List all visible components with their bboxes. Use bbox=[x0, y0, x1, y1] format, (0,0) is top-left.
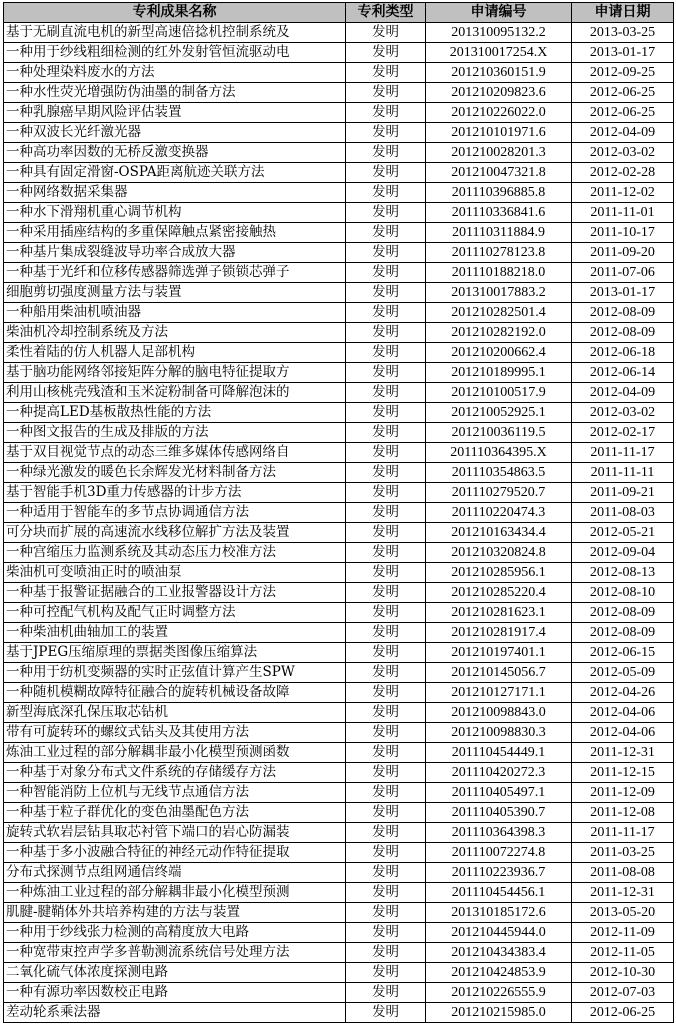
application-number-cell[interactable]: 201210226555.9 bbox=[426, 983, 572, 1003]
application-number-cell[interactable]: 201110396885.8 bbox=[426, 183, 572, 203]
application-number-cell[interactable]: 201210285956.1 bbox=[426, 563, 572, 583]
patent-type-cell[interactable]: 发明 bbox=[346, 283, 426, 303]
patent-type-cell[interactable]: 发明 bbox=[346, 183, 426, 203]
patent-name-cell[interactable]: 一种用于纱线粗细检测的红外发射管恒流驱动电 bbox=[4, 43, 346, 63]
patent-name-cell[interactable]: 一种水下滑翔机重心调节机构 bbox=[4, 203, 346, 223]
application-date-cell[interactable]: 2012-07-03 bbox=[572, 983, 674, 1003]
application-date-cell[interactable]: 2012-04-26 bbox=[572, 683, 674, 703]
application-date-cell[interactable]: 2012-02-28 bbox=[572, 163, 674, 183]
application-date-cell[interactable]: 2012-04-09 bbox=[572, 123, 674, 143]
patent-type-cell[interactable]: 发明 bbox=[346, 163, 426, 183]
application-date-cell[interactable]: 2012-11-09 bbox=[572, 923, 674, 943]
patent-table bbox=[3, 2, 674, 1023]
application-number-cell[interactable]: 201210281917.4 bbox=[426, 623, 572, 643]
table-row bbox=[4, 683, 674, 703]
application-number-cell[interactable]: 201210052925.1 bbox=[426, 403, 572, 423]
table-row bbox=[4, 643, 674, 663]
table-row bbox=[4, 763, 674, 783]
application-number-cell[interactable]: 201210215985.0 bbox=[426, 1003, 572, 1023]
application-number-cell[interactable]: 201110223936.7 bbox=[426, 863, 572, 883]
table-row bbox=[4, 383, 674, 403]
application-number-cell[interactable]: 201210098843.0 bbox=[426, 703, 572, 723]
patent-type-cell[interactable]: 发明 bbox=[346, 643, 426, 663]
application-number-cell[interactable]: 201210189995.1 bbox=[426, 363, 572, 383]
application-number-cell[interactable]: 201210047321.8 bbox=[426, 163, 572, 183]
application-date-cell[interactable]: 2012-08-09 bbox=[572, 623, 674, 643]
patent-name-cell[interactable]: 一种提高LED基板散热性能的方法 bbox=[4, 403, 346, 423]
patent-type-cell[interactable]: 发明 bbox=[346, 423, 426, 443]
table-row bbox=[4, 323, 674, 343]
table-row bbox=[4, 123, 674, 143]
application-number-cell[interactable]: 201110364398.3 bbox=[426, 823, 572, 843]
table-row bbox=[4, 43, 674, 63]
patent-type-cell[interactable]: 发明 bbox=[346, 503, 426, 523]
patent-name-cell[interactable]: 一种炼油工业过程的部分解耦非最小化模型预测 bbox=[4, 883, 346, 903]
application-number-cell[interactable]: 201210282501.4 bbox=[426, 303, 572, 323]
application-date-cell[interactable]: 2012-06-18 bbox=[572, 343, 674, 363]
application-date-cell[interactable]: 2012-06-25 bbox=[572, 83, 674, 103]
patent-type-cell[interactable]: 发明 bbox=[346, 623, 426, 643]
application-date-cell[interactable]: 2011-07-06 bbox=[572, 263, 674, 283]
application-date-cell[interactable]: 2012-09-25 bbox=[572, 63, 674, 83]
patent-type-cell[interactable]: 发明 bbox=[346, 703, 426, 723]
application-number-cell[interactable]: 201210197401.1 bbox=[426, 643, 572, 663]
patent-type-cell[interactable]: 发明 bbox=[346, 863, 426, 883]
table-row bbox=[4, 983, 674, 1003]
patent-name-cell[interactable]: 炼油工业过程的部分解耦非最小化模型预测函数 bbox=[4, 743, 346, 763]
table-row bbox=[4, 403, 674, 423]
application-number-cell[interactable]: 201210445944.0 bbox=[426, 923, 572, 943]
table-row bbox=[4, 603, 674, 623]
patent-name-cell[interactable]: 一种可控配气机构及配气正时调整方法 bbox=[4, 603, 346, 623]
patent-type-cell[interactable]: 发明 bbox=[346, 763, 426, 783]
application-date-cell[interactable]: 2012-10-30 bbox=[572, 963, 674, 983]
application-date-cell[interactable]: 2012-02-17 bbox=[572, 423, 674, 443]
patent-name-cell[interactable]: 柴油机冷却控制系统及方法 bbox=[4, 323, 346, 343]
application-number-cell[interactable]: 201110364395.X bbox=[426, 443, 572, 463]
patent-name-cell[interactable]: 一种基于报警证据融合的工业报警器设计方法 bbox=[4, 583, 346, 603]
application-date-cell[interactable]: 2012-04-09 bbox=[572, 383, 674, 403]
table-row bbox=[4, 183, 674, 203]
table-row bbox=[4, 523, 674, 543]
application-date-cell[interactable]: 2012-04-06 bbox=[572, 723, 674, 743]
application-date-cell[interactable]: 2011-11-17 bbox=[572, 443, 674, 463]
application-date-cell[interactable]: 2012-06-25 bbox=[572, 103, 674, 123]
application-number-cell[interactable]: 201110354863.5 bbox=[426, 463, 572, 483]
table-row bbox=[4, 623, 674, 643]
application-number-cell[interactable]: 201210145056.7 bbox=[426, 663, 572, 683]
application-date-cell[interactable]: 2012-05-21 bbox=[572, 523, 674, 543]
application-date-cell[interactable]: 2011-08-08 bbox=[572, 863, 674, 883]
table-row bbox=[4, 463, 674, 483]
application-date-cell[interactable]: 2011-11-01 bbox=[572, 203, 674, 223]
table-row bbox=[4, 923, 674, 943]
header-application-date[interactable]: 申请日期 bbox=[572, 3, 674, 23]
header-patent-type[interactable]: 专利类型 bbox=[346, 3, 426, 23]
patent-type-cell[interactable]: 发明 bbox=[346, 63, 426, 83]
application-number-cell[interactable]: 201110454456.1 bbox=[426, 883, 572, 903]
application-date-cell[interactable]: 2012-08-09 bbox=[572, 303, 674, 323]
patent-name-cell[interactable]: 基于脑功能网络邻接矩阵分解的脑电特征提取方 bbox=[4, 363, 346, 383]
table-row bbox=[4, 823, 674, 843]
patent-name-cell[interactable]: 带有可旋转环的螺纹式钻头及其使用方法 bbox=[4, 723, 346, 743]
patent-name-cell[interactable]: 柔性着陆的仿人机器人足部机构 bbox=[4, 343, 346, 363]
patent-type-cell[interactable]: 发明 bbox=[346, 103, 426, 123]
patent-name-cell[interactable]: 细胞剪切强度测量方法与装置 bbox=[4, 283, 346, 303]
table-row bbox=[4, 703, 674, 723]
application-date-cell[interactable]: 2013-03-25 bbox=[572, 23, 674, 43]
patent-type-cell[interactable]: 发明 bbox=[346, 743, 426, 763]
application-date-cell[interactable]: 2012-08-09 bbox=[572, 323, 674, 343]
application-date-cell[interactable]: 2011-11-17 bbox=[572, 823, 674, 843]
application-date-cell[interactable]: 2012-06-15 bbox=[572, 643, 674, 663]
application-number-cell[interactable]: 201310185172.6 bbox=[426, 903, 572, 923]
application-number-cell[interactable]: 201110336841.6 bbox=[426, 203, 572, 223]
table-body bbox=[4, 23, 674, 1023]
patent-name-cell[interactable]: 一种基于对象分布式文件系统的存储缓存方法 bbox=[4, 763, 346, 783]
patent-type-cell[interactable]: 发明 bbox=[346, 343, 426, 363]
application-number-cell[interactable]: 201310095132.2 bbox=[426, 23, 572, 43]
application-date-cell[interactable]: 2011-12-02 bbox=[572, 183, 674, 203]
patent-name-cell[interactable]: 差动轮系乘法器 bbox=[4, 1003, 346, 1023]
patent-name-cell[interactable]: 分布式探测节点组网通信终端 bbox=[4, 863, 346, 883]
patent-name-cell[interactable]: 一种基于粒子群优化的变色油墨配色方法 bbox=[4, 803, 346, 823]
table-row bbox=[4, 23, 674, 43]
application-number-cell[interactable]: 201210101971.6 bbox=[426, 123, 572, 143]
table-row bbox=[4, 963, 674, 983]
table-row bbox=[4, 543, 674, 563]
table-row bbox=[4, 903, 674, 923]
patent-type-cell[interactable]: 发明 bbox=[346, 563, 426, 583]
patent-type-cell[interactable]: 发明 bbox=[346, 823, 426, 843]
patent-type-cell[interactable]: 发明 bbox=[346, 23, 426, 43]
patent-type-cell[interactable]: 发明 bbox=[346, 243, 426, 263]
table-row bbox=[4, 303, 674, 323]
patent-name-cell[interactable]: 一种智能消防上位机与无线节点通信方法 bbox=[4, 783, 346, 803]
patent-type-cell[interactable]: 发明 bbox=[346, 543, 426, 563]
patent-type-cell[interactable]: 发明 bbox=[346, 583, 426, 603]
table-row bbox=[4, 243, 674, 263]
application-number-cell[interactable]: 201210163434.4 bbox=[426, 523, 572, 543]
application-number-cell[interactable]: 201210036119.5 bbox=[426, 423, 572, 443]
patent-type-cell[interactable]: 发明 bbox=[346, 403, 426, 423]
patent-name-cell[interactable]: 一种高功率因数的无桥反激变换器 bbox=[4, 143, 346, 163]
table-row bbox=[4, 783, 674, 803]
application-number-cell[interactable]: 201110405497.1 bbox=[426, 783, 572, 803]
application-number-cell[interactable]: 201210424853.9 bbox=[426, 963, 572, 983]
table-row bbox=[4, 223, 674, 243]
patent-name-cell[interactable]: 一种处理染料废水的方法 bbox=[4, 63, 346, 83]
patent-name-cell[interactable]: 一种用于纱线张力检测的高精度放大电路 bbox=[4, 923, 346, 943]
table-row bbox=[4, 103, 674, 123]
application-number-cell[interactable]: 201210098830.3 bbox=[426, 723, 572, 743]
table-row bbox=[4, 663, 674, 683]
application-number-cell[interactable]: 201210360151.9 bbox=[426, 63, 572, 83]
application-date-cell[interactable]: 2011-08-03 bbox=[572, 503, 674, 523]
application-date-cell[interactable]: 2013-01-17 bbox=[572, 43, 674, 63]
patent-name-cell[interactable]: 利用山核桃壳残渣和玉米淀粉制备可降解泡沫的 bbox=[4, 383, 346, 403]
patent-type-cell[interactable]: 发明 bbox=[346, 383, 426, 403]
application-date-cell[interactable]: 2011-11-11 bbox=[572, 463, 674, 483]
patent-type-cell[interactable]: 发明 bbox=[346, 363, 426, 383]
application-number-cell[interactable]: 201110420272.3 bbox=[426, 763, 572, 783]
application-date-cell[interactable]: 2012-03-02 bbox=[572, 143, 674, 163]
table-row bbox=[4, 63, 674, 83]
application-date-cell[interactable]: 2013-05-20 bbox=[572, 903, 674, 923]
table-row bbox=[4, 843, 674, 863]
application-number-cell[interactable]: 201210100517.9 bbox=[426, 383, 572, 403]
table-row bbox=[4, 883, 674, 903]
application-date-cell[interactable]: 2013-01-17 bbox=[572, 283, 674, 303]
patent-name-cell[interactable]: 一种采用插座结构的多重保障触点紧密接触热 bbox=[4, 223, 346, 243]
patent-type-cell[interactable]: 发明 bbox=[346, 443, 426, 463]
patent-name-cell[interactable]: 一种适用于智能车的多节点协调通信方法 bbox=[4, 503, 346, 523]
application-date-cell[interactable]: 2011-12-15 bbox=[572, 763, 674, 783]
application-date-cell[interactable]: 2012-08-09 bbox=[572, 603, 674, 623]
header-row bbox=[4, 3, 674, 23]
patent-type-cell[interactable]: 发明 bbox=[346, 323, 426, 343]
patent-type-cell[interactable]: 发明 bbox=[346, 903, 426, 923]
patent-name-cell[interactable]: 一种船用柴油机喷油器 bbox=[4, 303, 346, 323]
application-date-cell[interactable]: 2011-12-31 bbox=[572, 743, 674, 763]
application-date-cell[interactable]: 2012-08-10 bbox=[572, 583, 674, 603]
application-date-cell[interactable]: 2012-05-09 bbox=[572, 663, 674, 683]
table-row bbox=[4, 143, 674, 163]
patent-type-cell[interactable]: 发明 bbox=[346, 963, 426, 983]
application-date-cell[interactable]: 2012-11-05 bbox=[572, 943, 674, 963]
patent-type-cell[interactable]: 发明 bbox=[346, 663, 426, 683]
application-number-cell[interactable]: 201210209823.6 bbox=[426, 83, 572, 103]
application-number-cell[interactable]: 201210200662.4 bbox=[426, 343, 572, 363]
application-number-cell[interactable]: 201110311884.9 bbox=[426, 223, 572, 243]
application-date-cell[interactable]: 2011-12-31 bbox=[572, 883, 674, 903]
application-date-cell[interactable]: 2011-10-17 bbox=[572, 223, 674, 243]
patent-type-cell[interactable]: 发明 bbox=[346, 463, 426, 483]
patent-name-cell[interactable]: 基于智能手机3D重力传感器的计步方法 bbox=[4, 483, 346, 503]
table-row bbox=[4, 503, 674, 523]
application-date-cell[interactable]: 2011-12-09 bbox=[572, 783, 674, 803]
patent-type-cell[interactable]: 发明 bbox=[346, 303, 426, 323]
application-number-cell[interactable]: 201110454449.1 bbox=[426, 743, 572, 763]
table-row bbox=[4, 583, 674, 603]
application-date-cell[interactable]: 2012-09-04 bbox=[572, 543, 674, 563]
table-row bbox=[4, 863, 674, 883]
application-date-cell[interactable]: 2012-06-25 bbox=[572, 1003, 674, 1023]
patent-name-cell[interactable]: 一种用于纺机变频器的实时正弦值计算产生SPW bbox=[4, 663, 346, 683]
application-number-cell[interactable]: 201210285220.4 bbox=[426, 583, 572, 603]
header-application-number[interactable]: 申请编号 bbox=[426, 3, 572, 23]
patent-type-cell[interactable]: 发明 bbox=[346, 843, 426, 863]
patent-name-cell[interactable]: 一种随机模糊故障特征融合的旋转机械设备故障 bbox=[4, 683, 346, 703]
patent-name-cell[interactable]: 新型海底深孔保压取芯钻机 bbox=[4, 703, 346, 723]
application-number-cell[interactable]: 201210028201.3 bbox=[426, 143, 572, 163]
table-row bbox=[4, 203, 674, 223]
patent-type-cell[interactable]: 发明 bbox=[346, 883, 426, 903]
patent-type-cell[interactable]: 发明 bbox=[346, 603, 426, 623]
patent-name-cell[interactable]: 肌腱-腱鞘体外共培养构建的方法与装置 bbox=[4, 903, 346, 923]
patent-name-cell[interactable]: 一种双波长光纤激光器 bbox=[4, 123, 346, 143]
patent-type-cell[interactable]: 发明 bbox=[346, 783, 426, 803]
application-date-cell[interactable]: 2012-03-02 bbox=[572, 403, 674, 423]
patent-type-cell[interactable]: 发明 bbox=[346, 83, 426, 103]
application-number-cell[interactable]: 201110072274.8 bbox=[426, 843, 572, 863]
patent-name-cell[interactable]: 基于双目视觉节点的动态三维多媒体传感网络自 bbox=[4, 443, 346, 463]
patent-type-cell[interactable]: 发明 bbox=[346, 723, 426, 743]
table-row bbox=[4, 563, 674, 583]
application-date-cell[interactable]: 2011-09-20 bbox=[572, 243, 674, 263]
table-row bbox=[4, 343, 674, 363]
patent-name-cell[interactable]: 一种宫缩压力监测系统及其动态压力校准方法 bbox=[4, 543, 346, 563]
application-date-cell[interactable]: 2011-03-25 bbox=[572, 843, 674, 863]
patent-name-cell[interactable]: 一种图文报告的生成及排版的方法 bbox=[4, 423, 346, 443]
table-row bbox=[4, 943, 674, 963]
patent-name-cell[interactable]: 一种宽带束控声学多普勒测流系统信号处理方法 bbox=[4, 943, 346, 963]
table-row bbox=[4, 283, 674, 303]
table-row bbox=[4, 163, 674, 183]
patent-name-cell[interactable]: 一种水性荧光增强防伪油墨的制备方法 bbox=[4, 83, 346, 103]
application-date-cell[interactable]: 2012-04-06 bbox=[572, 703, 674, 723]
application-number-cell[interactable]: 201310017254.X bbox=[426, 43, 572, 63]
patent-name-cell[interactable]: 一种基于光纤和位移传感器筛选弹子锁锁芯弹子 bbox=[4, 263, 346, 283]
application-number-cell[interactable]: 201110278123.8 bbox=[426, 243, 572, 263]
patent-type-cell[interactable]: 发明 bbox=[346, 123, 426, 143]
patent-name-cell[interactable]: 一种有源功率因数校正电路 bbox=[4, 983, 346, 1003]
application-number-cell[interactable]: 201210282192.0 bbox=[426, 323, 572, 343]
patent-type-cell[interactable]: 发明 bbox=[346, 263, 426, 283]
table-row bbox=[4, 723, 674, 743]
patent-type-cell[interactable]: 发明 bbox=[346, 143, 426, 163]
patent-type-cell[interactable]: 发明 bbox=[346, 1003, 426, 1023]
patent-name-cell[interactable]: 一种绿光激发的暖色长余辉发光材料制备方法 bbox=[4, 463, 346, 483]
table-row bbox=[4, 423, 674, 443]
application-number-cell[interactable]: 201210226022.0 bbox=[426, 103, 572, 123]
patent-name-cell[interactable]: 二氧化硫气体浓度探测电路 bbox=[4, 963, 346, 983]
application-number-cell[interactable]: 201210281623.1 bbox=[426, 603, 572, 623]
application-date-cell[interactable]: 2011-09-21 bbox=[572, 483, 674, 503]
application-number-cell[interactable]: 201310017883.2 bbox=[426, 283, 572, 303]
patent-name-cell[interactable]: 一种具有固定滑窗-OSPA距离航迹关联方法 bbox=[4, 163, 346, 183]
patent-type-cell[interactable]: 发明 bbox=[346, 943, 426, 963]
patent-name-cell[interactable]: 一种网络数据采集器 bbox=[4, 183, 346, 203]
table-row bbox=[4, 483, 674, 503]
application-number-cell[interactable]: 201210434383.4 bbox=[426, 943, 572, 963]
patent-type-cell[interactable]: 发明 bbox=[346, 803, 426, 823]
application-date-cell[interactable]: 2012-08-13 bbox=[572, 563, 674, 583]
patent-name-cell[interactable]: 一种柴油机曲轴加工的装置 bbox=[4, 623, 346, 643]
patent-name-cell[interactable]: 一种基于多小波融合特征的神经元动作特征提取 bbox=[4, 843, 346, 863]
application-number-cell[interactable]: 201110279520.7 bbox=[426, 483, 572, 503]
application-number-cell[interactable]: 201110220474.3 bbox=[426, 503, 572, 523]
table-row bbox=[4, 363, 674, 383]
table-row bbox=[4, 1003, 674, 1023]
patent-name-cell[interactable]: 旋转式软岩层钻具取芯衬管下端口的岩心防漏装 bbox=[4, 823, 346, 843]
application-number-cell[interactable]: 201110188218.0 bbox=[426, 263, 572, 283]
application-date-cell[interactable]: 2011-12-08 bbox=[572, 803, 674, 823]
patent-name-cell[interactable]: 一种基片集成裂缝波导功率合成放大器 bbox=[4, 243, 346, 263]
patent-type-cell[interactable]: 发明 bbox=[346, 683, 426, 703]
patent-name-cell[interactable]: 柴油机可变喷油正时的喷油泵 bbox=[4, 563, 346, 583]
patent-type-cell[interactable]: 发明 bbox=[346, 483, 426, 503]
header-patent-name[interactable]: 专利成果名称 bbox=[4, 3, 346, 23]
application-number-cell[interactable]: 201110405390.7 bbox=[426, 803, 572, 823]
patent-type-cell[interactable]: 发明 bbox=[346, 983, 426, 1003]
application-date-cell[interactable]: 2012-06-14 bbox=[572, 363, 674, 383]
table-row bbox=[4, 803, 674, 823]
application-number-cell[interactable]: 201210320824.8 bbox=[426, 543, 572, 563]
patent-name-cell[interactable]: 基于无刷直流电机的新型高速倍捻机控制系统及 bbox=[4, 23, 346, 43]
patent-type-cell[interactable]: 发明 bbox=[346, 43, 426, 63]
table-row bbox=[4, 83, 674, 103]
application-number-cell[interactable]: 201210127171.1 bbox=[426, 683, 572, 703]
patent-name-cell[interactable]: 基于JPEG压缩原理的票据类图像压缩算法 bbox=[4, 643, 346, 663]
patent-name-cell[interactable]: 可分块而扩展的高速流水线移位解扩方法及装置 bbox=[4, 523, 346, 543]
patent-type-cell[interactable]: 发明 bbox=[346, 923, 426, 943]
patent-type-cell[interactable]: 发明 bbox=[346, 203, 426, 223]
patent-name-cell[interactable]: 一种乳腺癌早期风险评估装置 bbox=[4, 103, 346, 123]
table-row bbox=[4, 443, 674, 463]
table-row bbox=[4, 743, 674, 763]
patent-type-cell[interactable]: 发明 bbox=[346, 523, 426, 543]
table-row bbox=[4, 263, 674, 283]
patent-type-cell[interactable]: 发明 bbox=[346, 223, 426, 243]
